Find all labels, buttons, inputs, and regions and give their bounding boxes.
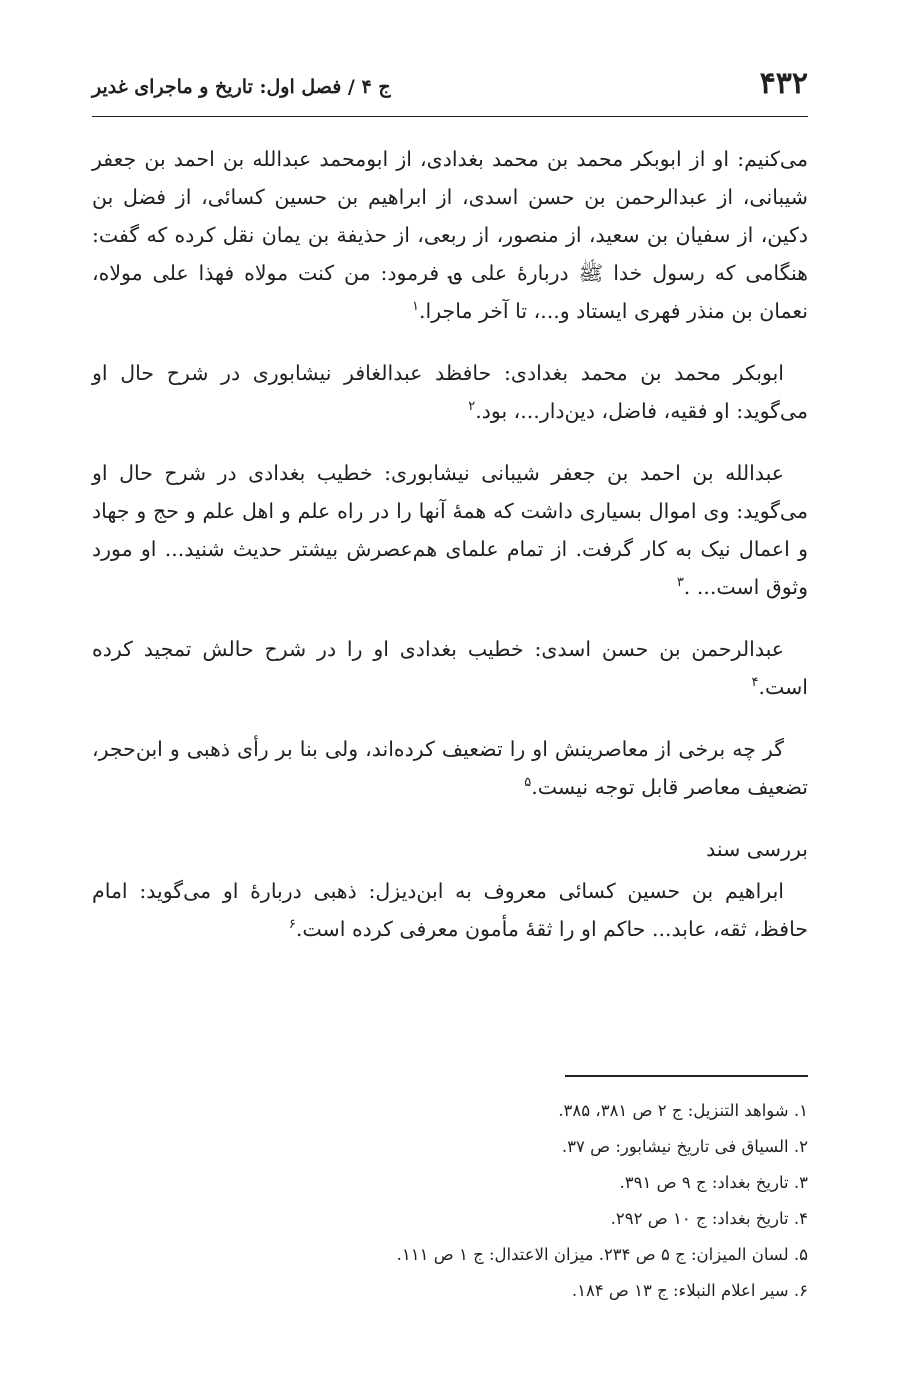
footnote-marker: ۶: [288, 917, 296, 933]
paragraph: [92, 454, 808, 606]
paragraph-text: گر چه برخی از معاصرینش او را تضعیف کرده‌اند، ولی بنا بر رأی ذهبی و ابن‌حجر، تضعیف معاصر قابل توجه نیست.: [92, 737, 808, 799]
footnote-divider: [565, 1075, 808, 1077]
page-number: ۴۳۲: [759, 66, 808, 101]
paragraph: [92, 630, 808, 706]
paragraph: [92, 730, 808, 806]
body-text: [92, 140, 808, 956]
footnotes: [92, 1093, 808, 1309]
paragraph-text: عبدالرحمن بن حسن اسدی: خطیب بغدادی او را در شرح حالش تمجید کرده است.: [92, 637, 808, 699]
footnote: ۲. السیاق فی تاریخ نیشابور: ص ۳۷.: [561, 1137, 808, 1156]
paragraph: [92, 354, 808, 430]
footnote: ۶. سیر اعلام النبلاء: ج ۱۳ ص ۱۸۴.: [571, 1281, 808, 1300]
footnote-marker: ۱: [412, 299, 419, 315]
footnote: ۱. شواهد التنزیل: ج ۲ ص ۳۸۱، ۳۸۵.: [558, 1101, 808, 1120]
footnote-marker: ۲: [468, 399, 476, 415]
footnote-marker: ۳: [676, 575, 684, 591]
footnote: ۴. تاریخ بغداد: ج ۱۰ ص ۲۹۲.: [610, 1209, 808, 1228]
footnote-marker: ۵: [524, 775, 532, 791]
footnote: ۵. لسان المیزان: ج ۵ ص ۲۳۴. میزان الاعتدال: ج ۱ ص ۱۱۱.: [396, 1245, 808, 1264]
paragraph-text: ابوبکر محمد بن محمد بغدادی: حافظد عبدالغافر نیشابوری در شرح حال او می‌گوید: او فقیه، فاضل، دین‌دار...، بود.: [92, 361, 808, 423]
page-header: [92, 64, 808, 117]
running-title: ج ۴ / فصل اول: تاریخ و ماجرای غدیر: [92, 76, 391, 98]
footnote: ۳. تاریخ بغداد: ج ۹ ص ۳۹۱.: [619, 1173, 808, 1192]
paragraph: [92, 872, 808, 948]
paragraph-text: می‌کنیم: او از ابوبکر محمد بن محمد بغدادی، از ابومحمد عبدالله بن احمد بن جعفر شیبانی، از عبدالرحمن بن حسن اسدی، از ابراهیم بن حسین کسائی، از فضل بن دکین، از سفیان بن سعید، از منصور، از ربعی، از حذیفة بن یمان نقل کرده که گفت: هنگامی که رسول خدا ﷺ دربارهٔ علی ؈ فرمود: من کنت مولاه فهذا علی مولاه، نعمان بن منذر فهری ایستاد و...، تا آخر ماجرا.: [92, 147, 808, 323]
section-heading: بررسی سند: [706, 837, 808, 861]
footnote-marker: ۴: [751, 675, 759, 691]
paragraph-text: ابراهیم بن حسین کسائی معروف به ابن‌دیزل: ذهبی دربارهٔ او می‌گوید: امام حافظ، ثقه، عابد... حاکم او را ثقهٔ مأمون معرفی کرده است.: [92, 879, 808, 941]
paragraph-text: عبدالله بن احمد بن جعفر شیبانی نیشابوری: خطیب بغدادی در شرح حال او می‌گوید: وی اموال بسیاری داشت که همهٔ آنها را در راه علم و اهل علم و حج و جهاد و اعمال نیک به کار گرفت. از تمام علمای هم‌عصرش بیشتر حدیث شنید... او مورد وثوق است... .: [92, 461, 808, 599]
paragraph: [92, 140, 808, 330]
